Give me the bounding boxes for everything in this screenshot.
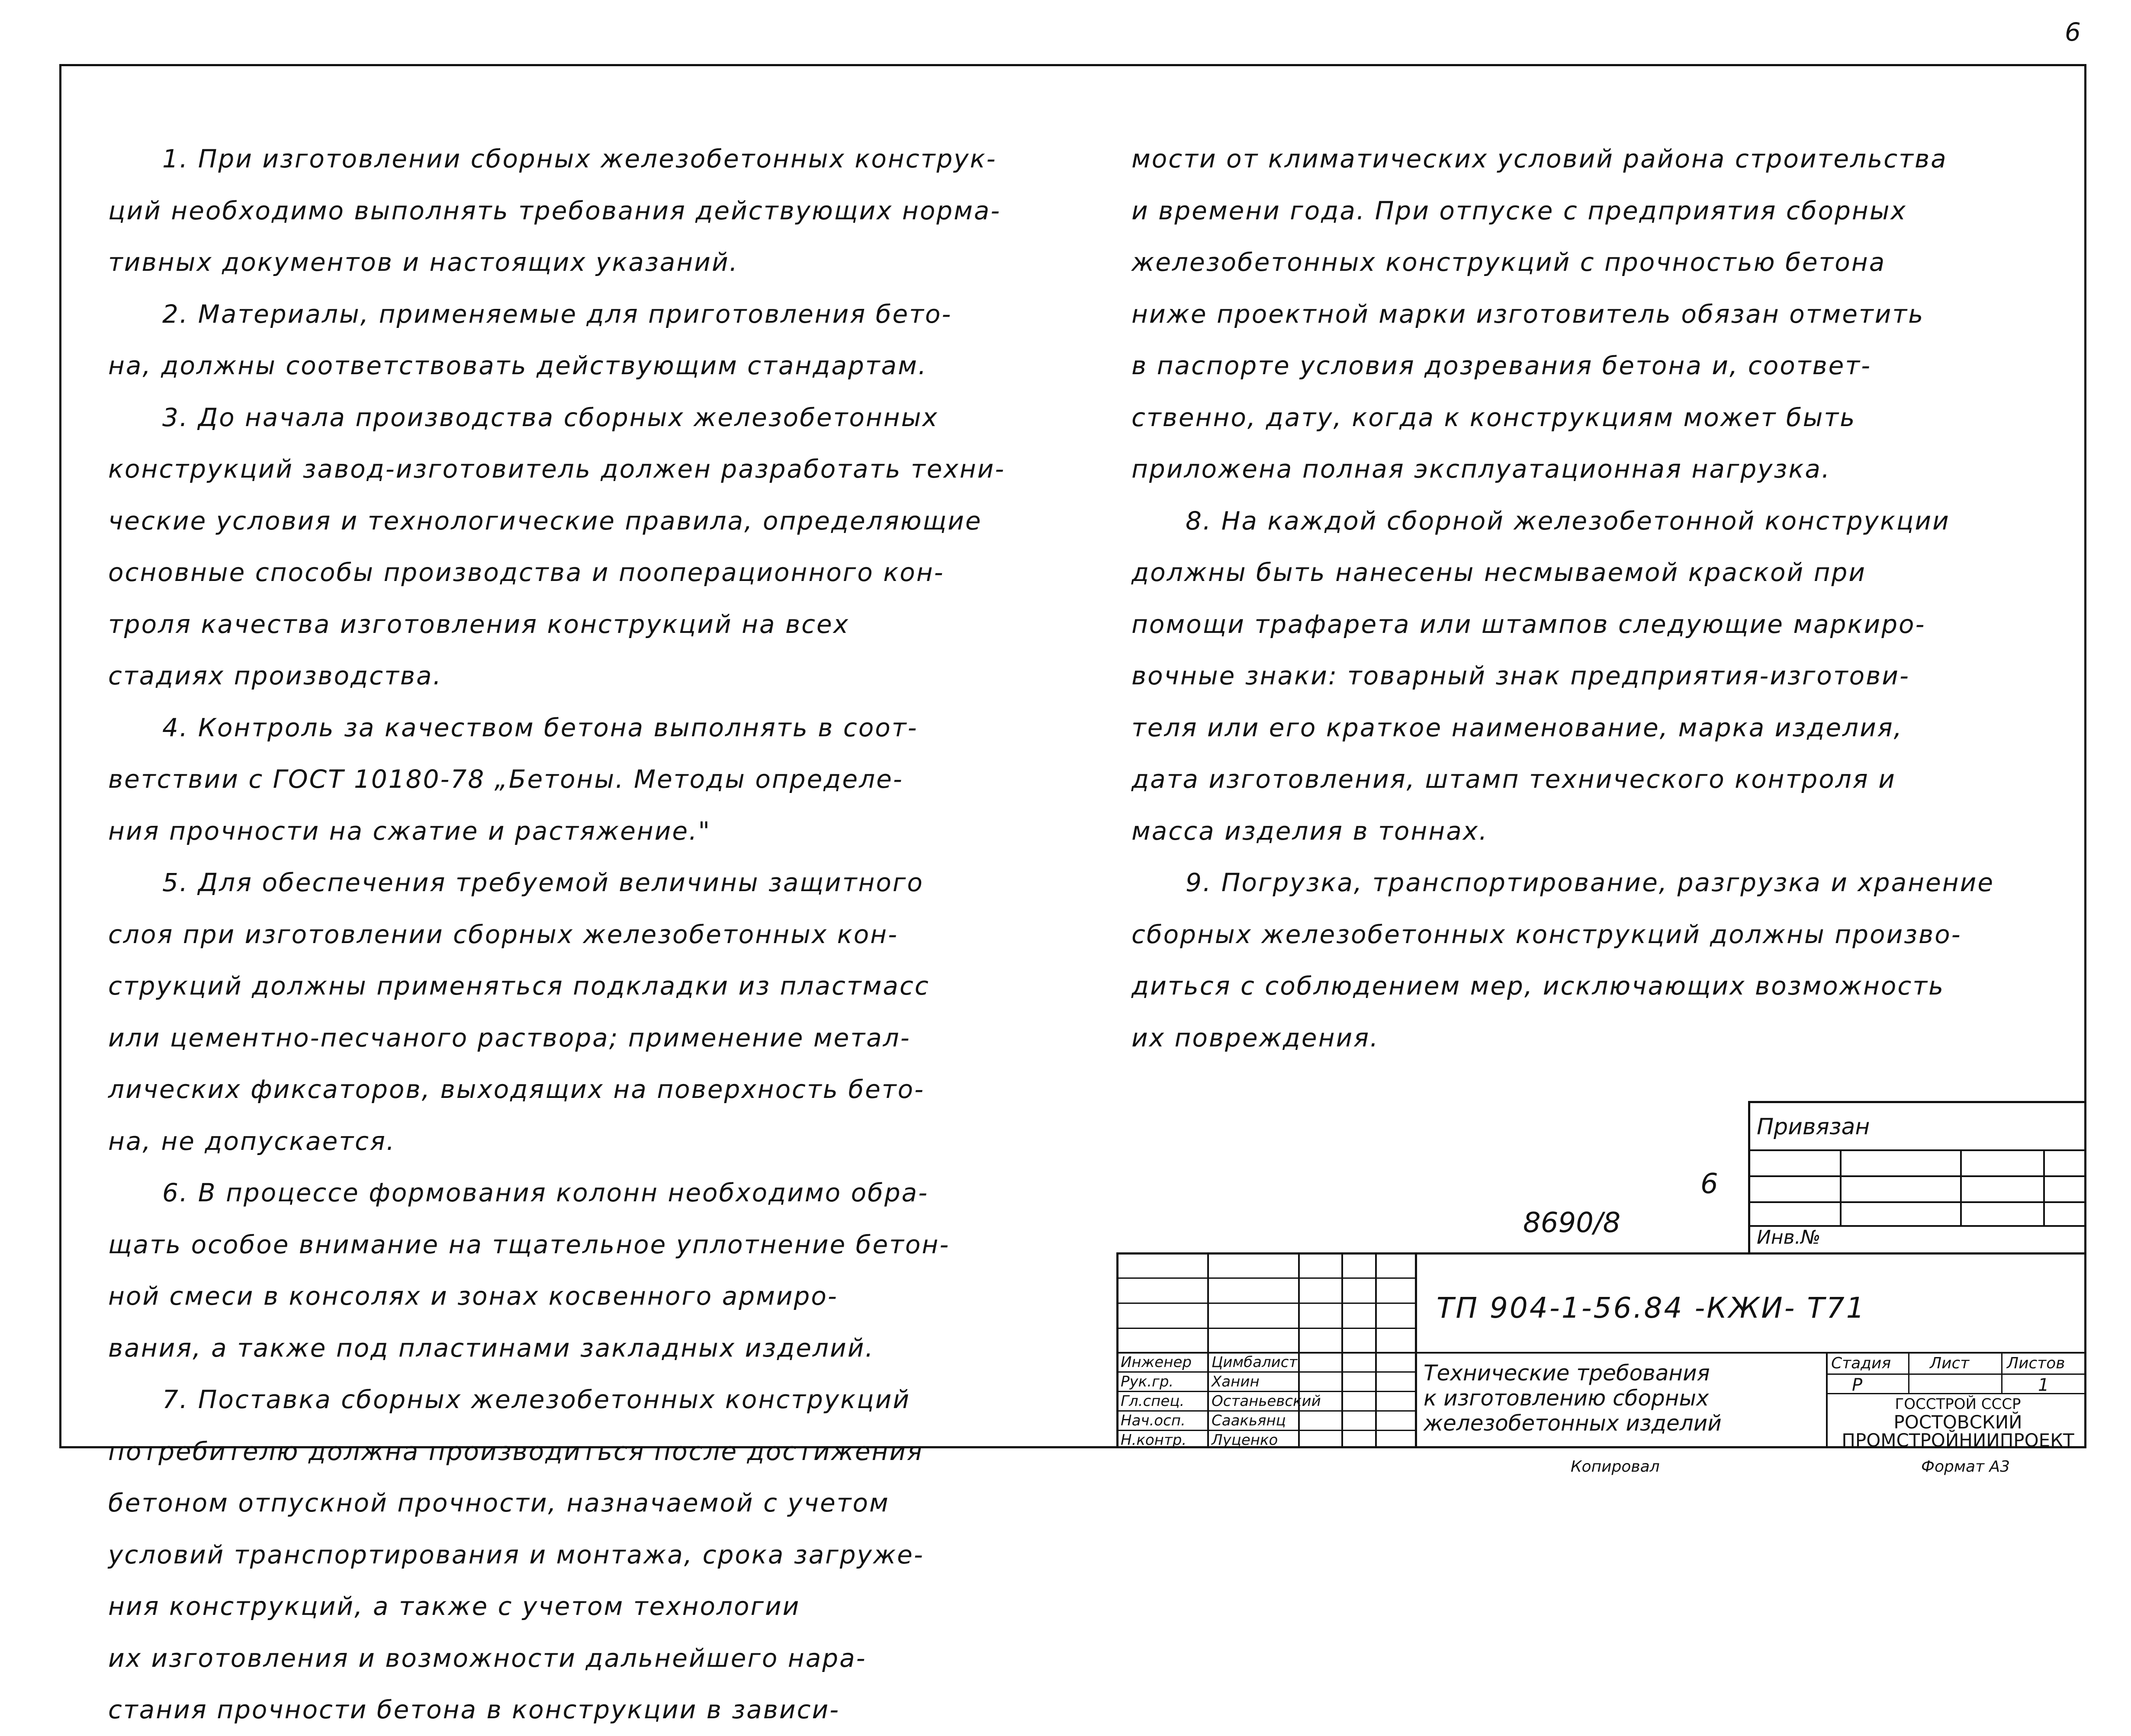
stage-value: Р [1852,1375,1863,1395]
staff-name: Останьевский [1212,1393,1321,1410]
text-line: 9. Погрузка, транспортирование, разгрузка и хранение [1186,868,1995,897]
text-line: 4. Контроль за качеством бетона выполнять в соот- [162,712,918,742]
text-line: ственно, дату, когда к конструкциям может быть [1131,402,1856,432]
text-line: бетоном отпускной прочности, назначаемой с учетом [108,1488,890,1518]
title-line-2: к изготовлению сборных [1424,1386,1709,1411]
text-line: лических фиксаторов, выходящих на поверхность бето- [108,1075,925,1104]
text-line: 2. Материалы, применяемые для приготовления бето- [162,299,952,329]
text-line: тивных документов и настоящих указаний. [108,247,739,277]
handwritten-number: 8690/8 [1523,1207,1621,1239]
org-line-2: РОСТОВСКИЙ [1893,1412,2022,1433]
text-line: масса изделия в тоннах. [1131,816,1488,846]
text-line: 3. До начала производства сборных железобетонных [162,402,939,432]
staff-name: Луценко [1212,1431,1278,1449]
text-line: их изготовления и возможности дальнейшего нара- [108,1643,867,1673]
sheet-number: 6 [2065,17,2081,47]
staff-role: Инженер [1121,1354,1192,1371]
left-text-column [108,133,1103,1736]
text-line: условий транспортирования и монтажа, срока загруже- [108,1540,924,1569]
sheets-value: 1 [2038,1375,2049,1395]
text-line: ния прочности на сжатие и растяжение." [108,816,711,846]
inv-label: Инв.№ [1757,1226,1821,1248]
org-line-1: ГОССТРОЙ СССР [1895,1396,2021,1413]
text-line: приложена полная эксплуатационная нагрузка. [1131,454,1831,484]
text-line: 1. При изготовлении сборных железобетонных конструк- [162,144,997,173]
binding-title: Привязан [1757,1114,1870,1140]
text-line: ной смеси в консолях и зонах косвенного армиро- [108,1281,838,1311]
text-line: щать особое внимание на тщательное уплотнение бетон- [108,1229,950,1259]
text-line: стадиях производства. [108,661,443,690]
text-line: струкций должны применяться подкладки из пластмасс [108,971,930,1001]
text-line: ческие условия и технологические правила, определяющие [108,506,982,536]
text-line: ния конструкций, а также с учетом технологии [108,1592,800,1621]
text-line: диться с соблюдением мер, исключающих возможность [1131,971,1945,1001]
text-line: 6. В процессе формования колонн необходимо обра- [162,1178,929,1207]
text-line: и времени года. При отпуске с предприятия сборных [1131,196,1907,225]
title-block [1116,1252,2086,1451]
text-line: ций необходимо выполнять требования действующих норма- [108,196,1001,225]
staff-name: Саакьянц [1212,1412,1286,1429]
text-line: слоя при изготовлении сборных железобетонных кон- [108,919,899,949]
copied-note: Копировал [1571,1458,1660,1476]
staff-role: Гл.спец. [1121,1393,1185,1410]
text-line: помощи трафарета или штампов следующие маркиро- [1131,609,1926,639]
text-line: или цементно-песчаного раствора; применение метал- [108,1023,911,1053]
text-line: их повреждения. [1131,1023,1379,1053]
text-line: троля качества изготовления конструкций на всех [108,609,850,639]
text-line: теля или его краткое наименование, марка изделия, [1131,712,1903,742]
text-line: ветствии с ГОСТ 10180-78 „Бетоны. Методы определе- [108,764,903,794]
text-line: дата изготовления, штамп технического контроля и [1131,764,1896,794]
binding-box [1748,1101,2086,1252]
text-line: железобетонных конструкций с прочностью бетона [1131,247,1886,277]
org-line-3: ПРОМСТРОЙНИИПРОЕКТ [1842,1430,2074,1451]
staff-role: Рук.гр. [1121,1373,1174,1390]
staff-name: Ханин [1212,1373,1260,1390]
text-line: ниже проектной марки изготовитель обязан отметить [1131,299,1925,329]
text-line: потребителю должна производиться после достижения [108,1436,924,1466]
text-line: 8. На каждой сборной железобетонной конструкции [1186,506,1950,536]
organization [1830,1395,2086,1450]
sheets-label: Листов [2007,1354,2065,1372]
staff-name: Цимбалист [1212,1354,1298,1371]
text-line: вания, а также под пластинами закладных изделий. [108,1333,874,1363]
format-note: Формат А3 [1921,1458,2010,1476]
right-text-column [1131,133,2083,1064]
title-line-3: железобетонных изделий [1424,1411,1722,1436]
text-line: 5. Для обеспечения требуемой величины защитного [162,868,924,897]
staff-role: Н.контр. [1121,1431,1187,1449]
sheet-label: Лист [1930,1354,1970,1372]
text-line: должны быть нанесены несмываемой краской при [1131,558,1866,587]
text-line: на, не допускается. [108,1126,396,1156]
text-line: основные способы производства и пооперационного кон- [108,558,945,587]
stage-label: Стадия [1831,1354,1891,1372]
staff-role: Нач.осп. [1121,1412,1186,1429]
text-line: конструкций завод-изготовитель должен разработать техни- [108,454,1006,484]
document-title [1424,1361,1722,1436]
text-line: стания прочности бетона в конструкции в зависи- [108,1695,840,1724]
text-line: сборных железобетонных конструкций должны произво- [1131,919,1962,949]
title-line-1: Технические требования [1424,1361,1710,1386]
text-line: на, должны соответствовать действующим стандартам. [108,351,928,380]
handwritten-page-mark: 6 [1700,1168,1718,1200]
text-line: в паспорте условия дозревания бетона и, соответ- [1131,351,1872,380]
document-code: ТП 904-1-56.84 -КЖИ- Т71 [1437,1291,1866,1325]
text-line: вочные знаки: товарный знак предприятия-изготови- [1131,661,1910,690]
text-line: мости от климатических условий района строительства [1131,144,1948,173]
text-line: 7. Поставка сборных железобетонных конструкций [162,1385,911,1414]
